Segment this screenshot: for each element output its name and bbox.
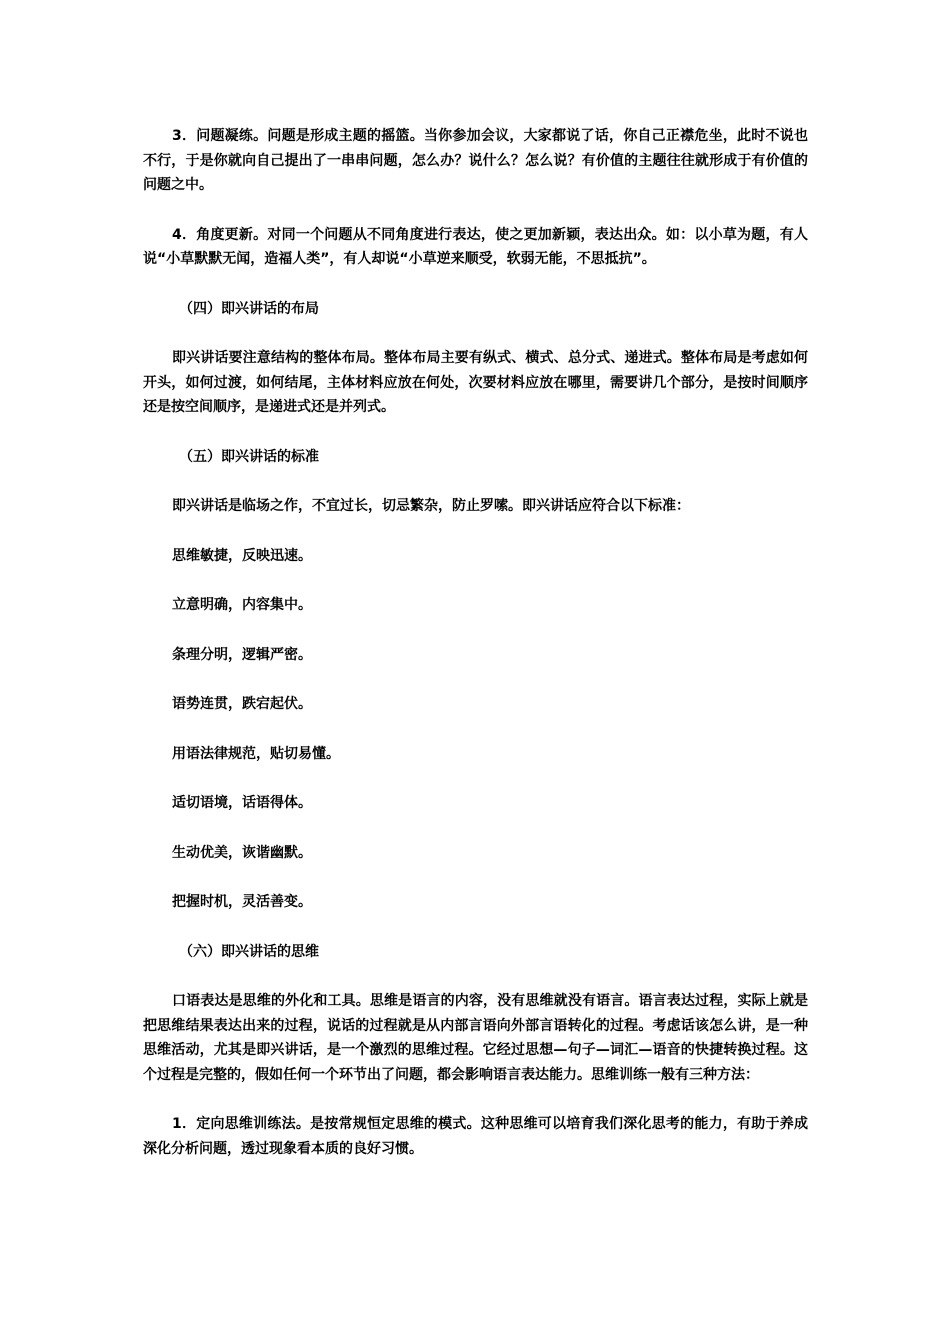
paragraph-standards-intro: 即兴讲话是临场之作，不宜过长，切忌繁杂，防止罗嗦。即兴讲话应符合以下标准： (172, 498, 690, 514)
standard-item: 语势连贯，跌宕起伏。 (172, 696, 312, 712)
standard-item: 立意明确，内容集中。 (172, 597, 312, 613)
section-heading-layout: （四）即兴讲话的布局 (179, 300, 319, 317)
standard-item: 生动优美，诙谐幽默。 (172, 844, 312, 861)
document-page (143, 124, 808, 1161)
paragraph-angle-renewal: 4．角度更新。对同一个问题从不同角度进行表达，使之更加新颖，表达出众。如：以小草为题，有人说“小草默默无闻，造福人类”，有人却说“小草逆来顺受，软弱无能，不思抵抗”。 (143, 226, 808, 267)
standard-item: 条理分明，逻辑严密。 (172, 646, 312, 663)
standard-item: 用语法律规范，贴切易懂。 (172, 745, 340, 762)
paragraph-directional-thinking: 1．定向思维训练法。是按常规恒定思维的模式。这种思维可以培育我们深化思考的能力，有助于养成深化分析问题，透过现象看本质的良好习惯。 (143, 1116, 808, 1157)
section-heading-standards: （五）即兴讲话的标准 (179, 448, 319, 465)
paragraph-layout: 即兴讲话要注意结构的整体布局。整体布局主要有纵式、横式、总分式、递进式。整体布局是考虑如何开头，如何过渡，如何结尾，主体材料应放在何处，次要材料应放在哪里，需要讲几个部分，是按时间顺序还是按空间顺序，是递进式还是并列式。 (143, 350, 808, 415)
standard-item: 思维敏捷，反映迅速。 (172, 547, 312, 564)
paragraph-thinking: 口语表达是思维的外化和工具。思维是语言的内容，没有思维就没有语言。语言表达过程，实际上就是把思维结果表达出来的过程，说话的过程就是从内部言语向外部言语转化的过程。考虑话该怎么讲，是一种思维活动，尤其是即兴讲话，是一个激烈的思维过程。它经过思想—句子—词汇—语音的快捷转换过程。这个过程是完整的，假如任何一个环节出了问题，都会影响语言表达能力。思维训练一般有三种方法： (143, 993, 808, 1083)
section-heading-thinking: （六）即兴讲话的思维 (179, 943, 319, 960)
paragraph-problem-refining: 3．问题凝练。问题是形成主题的摇篮。当你参加会议，大家都说了话，你自己正襟危坐，此时不说也不行，于是你就向自己提出了一串串问题，怎么办？说什么？怎么说？有价值的主题往往就形成于有价值的问题之中。 (143, 128, 808, 193)
standard-item: 把握时机，灵活善变。 (172, 894, 312, 910)
standard-item: 适切语境，话语得体。 (172, 795, 312, 811)
